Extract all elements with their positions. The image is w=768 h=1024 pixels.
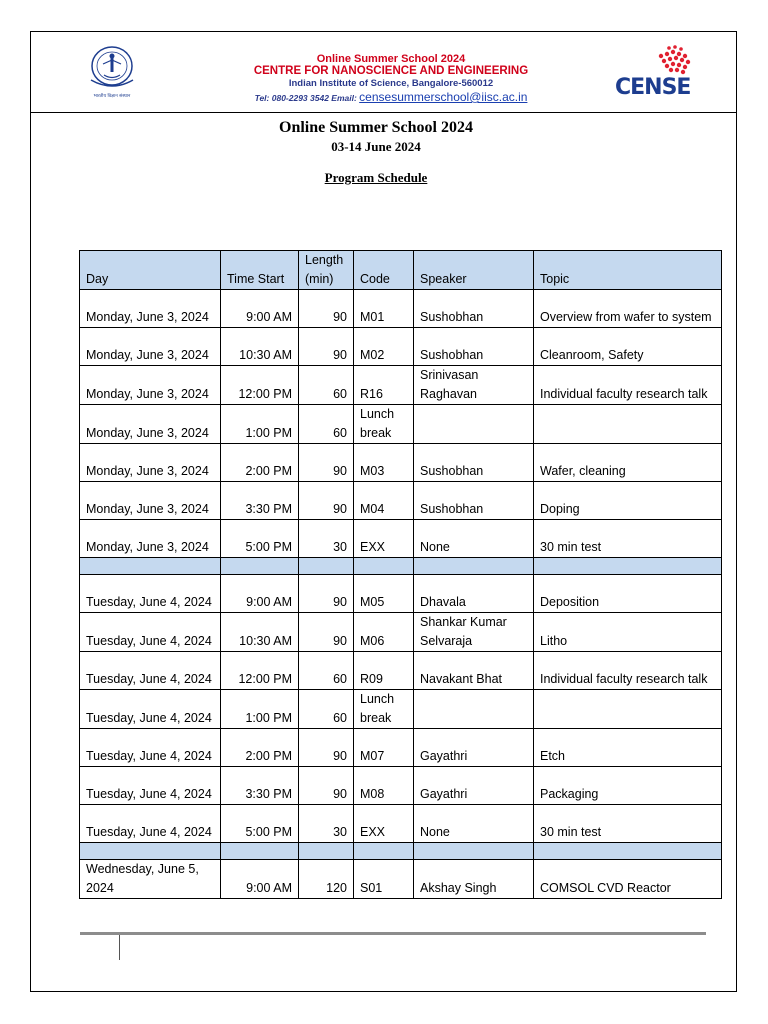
cell-time-start: 3:30 PM bbox=[221, 482, 299, 520]
cell-topic bbox=[534, 690, 722, 729]
table-body bbox=[80, 290, 722, 899]
cell-length: 60 bbox=[299, 652, 354, 690]
table-separator-row bbox=[80, 558, 722, 575]
cell-topic: Litho bbox=[534, 613, 722, 652]
separator-cell bbox=[414, 843, 534, 860]
cell-length: 90 bbox=[299, 767, 354, 805]
cell-time-start: 10:30 AM bbox=[221, 328, 299, 366]
table-row bbox=[80, 860, 722, 899]
cell-topic: Doping bbox=[534, 482, 722, 520]
cell-day: Tuesday, June 4, 2024 bbox=[80, 805, 221, 843]
cell-time-start: 9:00 AM bbox=[221, 575, 299, 613]
table-row bbox=[80, 405, 722, 444]
cell-length: 30 bbox=[299, 805, 354, 843]
column-header-time: Time Start bbox=[221, 251, 299, 290]
cell-code: M04 bbox=[354, 482, 414, 520]
cell-time-start: 5:00 PM bbox=[221, 520, 299, 558]
cell-speaker: Navakant Bhat bbox=[414, 652, 534, 690]
cell-day: Wednesday, June 5, 2024 bbox=[80, 860, 221, 899]
cell-time-start: 1:00 PM bbox=[221, 690, 299, 729]
document-dates: 03-14 June 2024 bbox=[331, 139, 421, 154]
cell-speaker: Sushobhan bbox=[414, 290, 534, 328]
cell-topic: Overview from wafer to system bbox=[534, 290, 722, 328]
letterhead-text bbox=[211, 53, 571, 106]
separator-cell bbox=[534, 558, 722, 575]
cell-code: M06 bbox=[354, 613, 414, 652]
contact-phone: Tel: 080-2293 3542 Email: bbox=[254, 93, 360, 103]
cell-day: Monday, June 3, 2024 bbox=[80, 328, 221, 366]
separator-cell bbox=[80, 843, 221, 860]
cell-length: 90 bbox=[299, 729, 354, 767]
cell-code: M08 bbox=[354, 767, 414, 805]
cell-topic: Packaging bbox=[534, 767, 722, 805]
separator-cell bbox=[221, 843, 299, 860]
footer-divider bbox=[119, 935, 120, 960]
separator-cell bbox=[80, 558, 221, 575]
cell-length: 30 bbox=[299, 520, 354, 558]
header-contact bbox=[211, 89, 571, 106]
cell-length: 90 bbox=[299, 290, 354, 328]
cell-time-start: 9:00 AM bbox=[221, 290, 299, 328]
table-row bbox=[80, 805, 722, 843]
cell-length: 60 bbox=[299, 690, 354, 729]
cell-topic: Wafer, cleaning bbox=[534, 444, 722, 482]
cell-day: Tuesday, June 4, 2024 bbox=[80, 575, 221, 613]
cell-day: Monday, June 3, 2024 bbox=[80, 290, 221, 328]
cell-time-start: 2:00 PM bbox=[221, 729, 299, 767]
cell-topic: Etch bbox=[534, 729, 722, 767]
cell-topic: Cleanroom, Safety bbox=[534, 328, 722, 366]
column-header-day: Day bbox=[80, 251, 221, 290]
cell-code: M01 bbox=[354, 290, 414, 328]
cell-day: Tuesday, June 4, 2024 bbox=[80, 767, 221, 805]
table-row bbox=[80, 652, 722, 690]
cell-topic: COMSOL CVD Reactor bbox=[534, 860, 722, 899]
cell-speaker bbox=[414, 690, 534, 729]
iisc-caption: भारतीय विज्ञान संस्थान bbox=[93, 94, 131, 99]
cell-day: Monday, June 3, 2024 bbox=[80, 520, 221, 558]
cell-speaker: Gayathri bbox=[414, 729, 534, 767]
cell-length: 90 bbox=[299, 482, 354, 520]
column-header-length: Length (min) bbox=[299, 251, 354, 290]
cell-topic: Individual faculty research talk bbox=[534, 366, 722, 405]
cell-code: R16 bbox=[354, 366, 414, 405]
separator-cell bbox=[354, 843, 414, 860]
table-row bbox=[80, 444, 722, 482]
cell-speaker: Gayathri bbox=[414, 767, 534, 805]
cell-speaker bbox=[414, 405, 534, 444]
cell-time-start: 5:00 PM bbox=[221, 805, 299, 843]
cell-time-start: 9:00 AM bbox=[221, 860, 299, 899]
cell-time-start: 12:00 PM bbox=[221, 652, 299, 690]
table-row bbox=[80, 290, 722, 328]
cell-code: Lunch break bbox=[354, 405, 414, 444]
cell-speaker: None bbox=[414, 520, 534, 558]
table-row bbox=[80, 690, 722, 729]
cell-code: EXX bbox=[354, 520, 414, 558]
table-header-row bbox=[80, 251, 722, 290]
cell-time-start: 12:00 PM bbox=[221, 366, 299, 405]
cell-speaker: Sushobhan bbox=[414, 482, 534, 520]
cell-topic: Deposition bbox=[534, 575, 722, 613]
cell-topic bbox=[534, 405, 722, 444]
cell-length: 90 bbox=[299, 444, 354, 482]
header-school-name: Online Summer School 2024 bbox=[316, 53, 466, 65]
cell-time-start: 2:00 PM bbox=[221, 444, 299, 482]
cell-length: 90 bbox=[299, 575, 354, 613]
cell-time-start: 10:30 AM bbox=[221, 613, 299, 652]
cense-logo-icon bbox=[611, 42, 701, 100]
table-row bbox=[80, 767, 722, 805]
document-titles bbox=[0, 118, 752, 186]
cell-day: Monday, June 3, 2024 bbox=[80, 405, 221, 444]
separator-cell bbox=[299, 558, 354, 575]
cell-topic: Individual faculty research talk bbox=[534, 652, 722, 690]
footer-rule bbox=[80, 932, 706, 935]
table-row bbox=[80, 482, 722, 520]
schedule-heading: Program Schedule bbox=[324, 170, 428, 185]
cell-time-start: 1:00 PM bbox=[221, 405, 299, 444]
cell-speaker: Sushobhan bbox=[414, 444, 534, 482]
cell-code: Lunch break bbox=[354, 690, 414, 729]
table-row bbox=[80, 520, 722, 558]
cell-length: 120 bbox=[299, 860, 354, 899]
cense-wordmark: CENSE bbox=[615, 75, 691, 100]
separator-cell bbox=[354, 558, 414, 575]
table-row bbox=[80, 613, 722, 652]
cell-day: Tuesday, June 4, 2024 bbox=[80, 652, 221, 690]
cell-day: Monday, June 3, 2024 bbox=[80, 366, 221, 405]
cell-code: R09 bbox=[354, 652, 414, 690]
cell-length: 90 bbox=[299, 328, 354, 366]
cell-speaker: Srinivasan Raghavan bbox=[414, 366, 534, 405]
cell-day: Monday, June 3, 2024 bbox=[80, 444, 221, 482]
cell-code: M05 bbox=[354, 575, 414, 613]
separator-cell bbox=[534, 843, 722, 860]
cell-topic: 30 min test bbox=[534, 805, 722, 843]
cell-time-start: 3:30 PM bbox=[221, 767, 299, 805]
document-title: Online Summer School 2024 bbox=[279, 119, 473, 136]
cell-day: Tuesday, June 4, 2024 bbox=[80, 729, 221, 767]
separator-cell bbox=[414, 558, 534, 575]
iisc-emblem-icon bbox=[77, 44, 147, 100]
table-row bbox=[80, 729, 722, 767]
cell-length: 60 bbox=[299, 405, 354, 444]
cell-speaker: Akshay Singh bbox=[414, 860, 534, 899]
contact-email-link[interactable]: censesummerschool@iisc.ac.in bbox=[359, 90, 528, 104]
cell-day: Monday, June 3, 2024 bbox=[80, 482, 221, 520]
cell-code: M07 bbox=[354, 729, 414, 767]
cell-topic: 30 min test bbox=[534, 520, 722, 558]
cell-day: Tuesday, June 4, 2024 bbox=[80, 613, 221, 652]
cell-speaker: Dhavala bbox=[414, 575, 534, 613]
cell-speaker: Shankar Kumar Selvaraja bbox=[414, 613, 534, 652]
cell-code: S01 bbox=[354, 860, 414, 899]
column-header-topic: Topic bbox=[534, 251, 722, 290]
table-separator-row bbox=[80, 843, 722, 860]
table-row bbox=[80, 575, 722, 613]
column-header-code: Code bbox=[354, 251, 414, 290]
letterhead bbox=[31, 32, 736, 113]
cell-code: EXX bbox=[354, 805, 414, 843]
cell-code: M03 bbox=[354, 444, 414, 482]
table-row bbox=[80, 366, 722, 405]
separator-cell bbox=[221, 558, 299, 575]
separator-cell bbox=[299, 843, 354, 860]
cell-speaker: Sushobhan bbox=[414, 328, 534, 366]
cell-speaker: None bbox=[414, 805, 534, 843]
column-header-speaker: Speaker bbox=[414, 251, 534, 290]
cell-length: 90 bbox=[299, 613, 354, 652]
cell-code: M02 bbox=[354, 328, 414, 366]
cell-day: Tuesday, June 4, 2024 bbox=[80, 690, 221, 729]
table-row bbox=[80, 328, 722, 366]
header-institute: Indian Institute of Science, Bangalore-560012 bbox=[288, 78, 494, 89]
header-centre-name: CENTRE FOR NANOSCIENCE AND ENGINEERING bbox=[253, 65, 529, 77]
schedule-table bbox=[79, 250, 722, 899]
cell-length: 60 bbox=[299, 366, 354, 405]
